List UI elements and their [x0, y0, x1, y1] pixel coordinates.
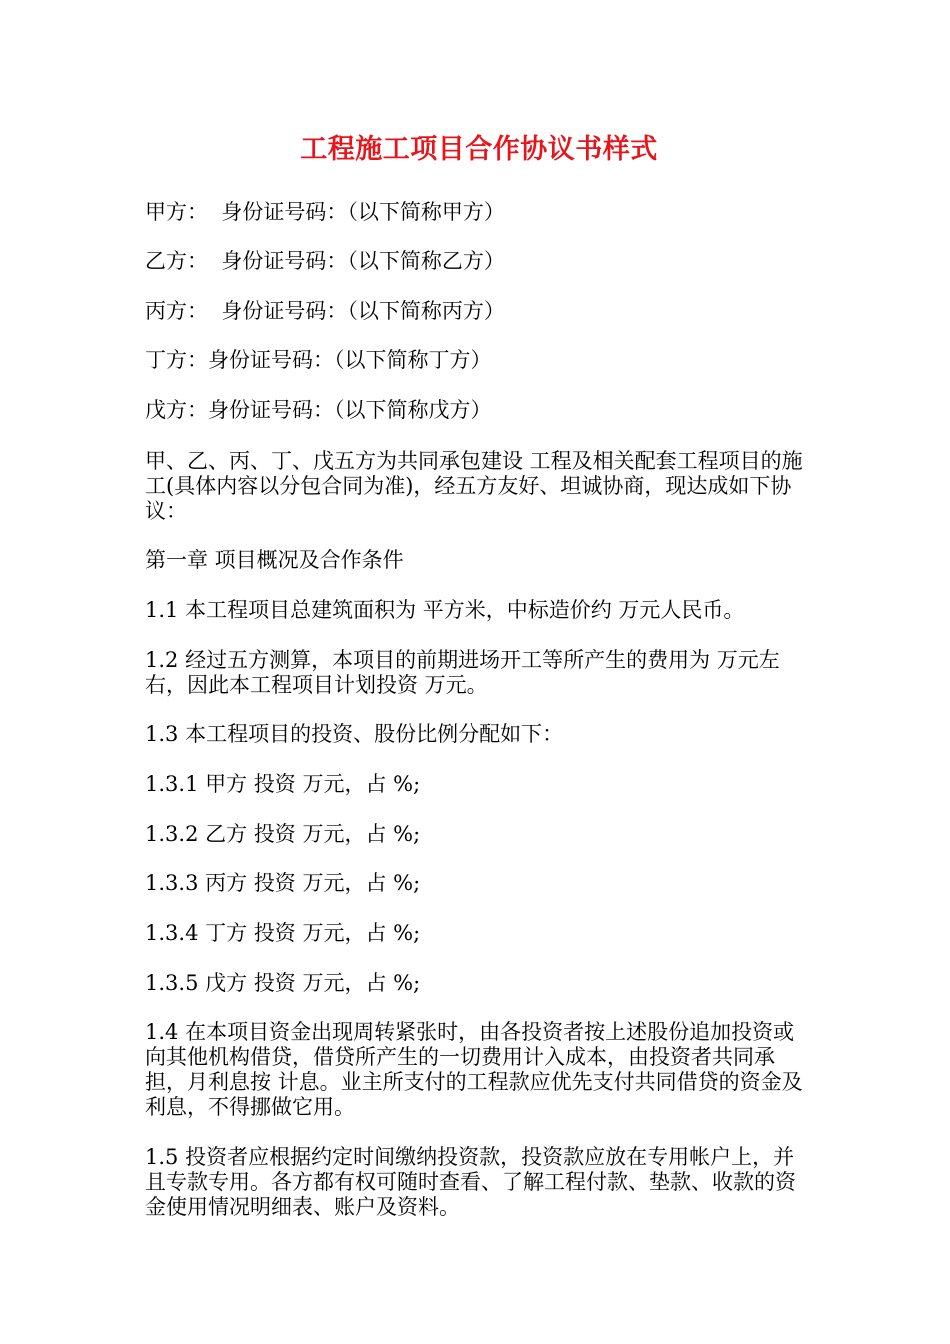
clause-1-3-4: 1.3.4 丁方 投资 万元，占 %;: [145, 921, 421, 945]
preamble-paragraph: 甲、乙、丙、丁、戊五方为共同承包建设 工程及相关配套工程项目的施工(具体内容以分包合同为准)，经五方友好、坦诚协商，现达成如下协议：: [145, 449, 803, 523]
clause-1-3-5: 1.3.5 戊方 投资 万元，占 %;: [145, 971, 421, 995]
clause-1-3-3: 1.3.3 丙方 投资 万元，占 %;: [145, 871, 421, 895]
party-b-line: 乙方： 身份证号码：（以下简称乙方）: [145, 249, 505, 273]
chapter-heading: 第一章 项目概况及合作条件: [145, 548, 404, 572]
clause-1-1: 1.1 本工程项目总建筑面积为 平方米，中标造价约 万元人民币。: [145, 598, 745, 622]
party-c-line: 丙方： 身份证号码：（以下简称丙方）: [145, 299, 505, 323]
clause-1-2: 1.2 经过五方测算，本项目的前期进场开工等所产生的费用为 万元左右，因此本工程项目计划投资 万元。: [145, 648, 780, 697]
clause-1-3-2: 1.3.2 乙方 投资 万元，占 %;: [145, 822, 421, 846]
party-e-line: 戊方：身份证号码：（以下简称戊方）: [145, 398, 492, 422]
clause-1-3-1: 1.3.1 甲方 投资 万元，占 %;: [145, 772, 421, 796]
party-a-line: 甲方： 身份证号码：（以下简称甲方）: [145, 200, 505, 224]
clause-1-3: 1.3 本工程项目的投资、股份比例分配如下：: [145, 722, 564, 746]
document-title: 工程施工项目合作协议书样式: [300, 134, 658, 165]
party-d-line: 丁方：身份证号码：（以下简称丁方）: [145, 348, 492, 372]
clause-1-5: 1.5 投资者应根据约定时间缴纳投资款，投资款应放在专用帐户上，并且专款专用。各方都有权可随时查看、了解工程付款、垫款、收款的资金使用情况明细表、账户及资料。: [145, 1145, 796, 1219]
clause-1-4: 1.4 在本项目资金出现周转紧张时，由各投资者按上述股份追加投资或向其他机构借贷，借贷所产生的一切费用计入成本，由投资者共同承担，月利息按 计息。业主所支付的工程款应优先支付共同借贷的资金及利息，不得挪做它用。: [145, 1020, 803, 1119]
